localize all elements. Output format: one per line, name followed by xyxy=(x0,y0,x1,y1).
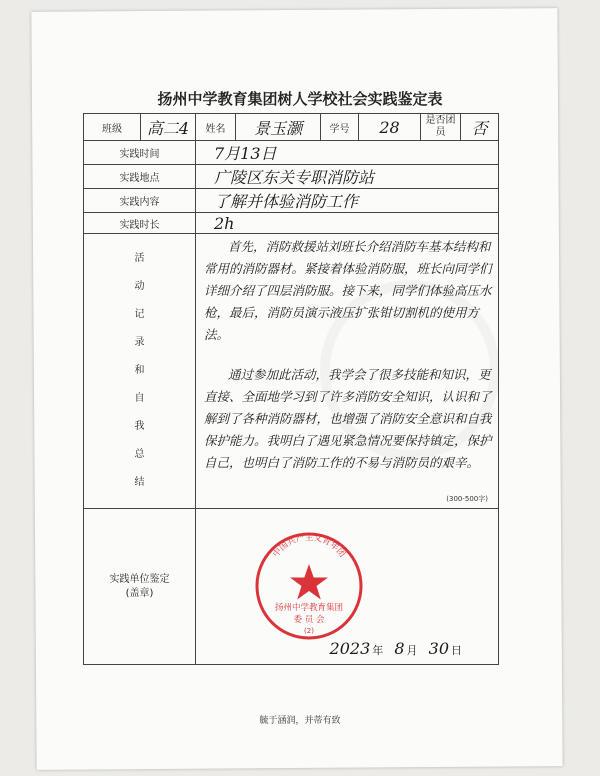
summary-cell xyxy=(196,234,499,509)
place-label: 实践地点 xyxy=(84,165,196,189)
member-label: 是否团员 xyxy=(421,114,461,141)
time-label: 实践时间 xyxy=(84,141,196,165)
name-value: 景玉灏 xyxy=(236,114,321,141)
summary-label-char: 录 xyxy=(134,337,145,348)
duration-label: 实践时长 xyxy=(84,213,196,234)
time-value: 7月13日 xyxy=(196,141,499,165)
date-month-unit: 月 xyxy=(406,644,418,657)
duration-value: 2h xyxy=(196,213,499,234)
id-value: 28 xyxy=(359,114,421,141)
summary-row xyxy=(84,234,499,509)
summary-label-char: 和 xyxy=(134,365,145,376)
word-count-note: (300-500字) xyxy=(446,495,488,503)
seal-star-icon xyxy=(290,564,328,600)
summary-label-char: 自 xyxy=(134,393,145,404)
summary-label-char: 活 xyxy=(134,253,145,264)
seal-org-line: 扬州中学教育集团 xyxy=(274,603,344,613)
summary-label-char: 结 xyxy=(134,477,145,488)
unit-label-line1: 实践单位鉴定 xyxy=(109,573,170,585)
name-label: 姓名 xyxy=(196,114,236,141)
form-title: 扬州中学教育集团树人学校社会实践鉴定表 xyxy=(157,90,443,108)
content-label: 实践内容 xyxy=(84,189,196,213)
seal-committee-line: 委 员 会 xyxy=(293,615,325,625)
date-month: 8 xyxy=(394,639,405,658)
summary-label-char: 我 xyxy=(134,421,145,432)
id-label: 学号 xyxy=(321,114,359,141)
header-row xyxy=(84,114,499,141)
member-value: 否 xyxy=(461,114,499,141)
time-row xyxy=(84,141,499,165)
official-seal xyxy=(253,530,365,642)
class-label: 班级 xyxy=(84,114,141,141)
duration-row xyxy=(84,213,499,234)
seal-arc-text: 中国共产主义青年团 xyxy=(271,532,347,560)
place-row xyxy=(84,165,499,189)
date-year-unit: 年 xyxy=(372,644,384,657)
summary-paragraph-2: 通过参加此活动，我学会了很多技能和知识，更直接、全面地学习到了许多消防安全知识，认识和了解到了各种消防器材，也增强了消防安全意识和自我保护能力。我明白了遇见紧急情况要保持镇定，保护自己，也明白了消防工作的不易与消防员的艰辛。 xyxy=(204,367,492,470)
date-year: 2023 xyxy=(329,639,371,658)
date-day-unit: 日 xyxy=(451,644,462,657)
class-value: 高二4 xyxy=(141,114,196,141)
place-value: 广陵区东关专职消防站 xyxy=(196,165,499,189)
summary-label-char: 记 xyxy=(134,309,145,320)
summary-label xyxy=(84,234,196,509)
summary-label-char: 总 xyxy=(134,449,145,460)
school-motto-footer: 毓于涵润，并蒂有致 xyxy=(259,716,341,726)
unit-label-line2: (盖章) xyxy=(125,587,154,599)
unit-label xyxy=(84,509,196,665)
date-day: 30 xyxy=(428,639,449,658)
content-row xyxy=(84,189,499,213)
seal-number: (2) xyxy=(304,627,314,635)
content-value: 了解并体验消防工作 xyxy=(196,189,499,213)
summary-label-char: 动 xyxy=(134,281,145,292)
summary-paragraph-1: 首先，消防救援站刘班长介绍消防车基本结构和常用的消防器材。紧接着体验消防服，班长向同学们详细介绍了四层消防服。接下来，同学们体验高压水枪，最后，消防员演示液压扩张钳切割机的使用方法。 xyxy=(204,239,492,342)
